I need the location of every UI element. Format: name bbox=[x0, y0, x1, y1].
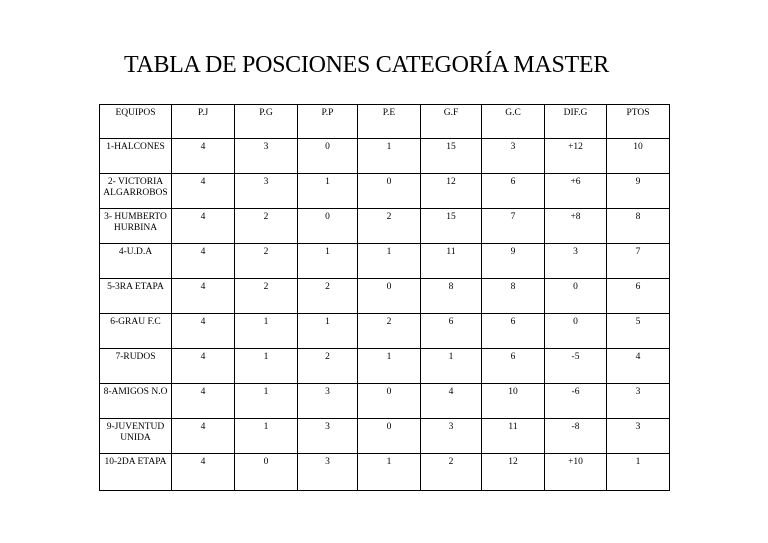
table-row bbox=[100, 209, 670, 244]
pj-cell: 4 bbox=[172, 314, 235, 349]
pp-cell: 0 bbox=[298, 209, 358, 244]
gc-cell: 6 bbox=[482, 174, 545, 209]
difg-cell: 0 bbox=[545, 314, 607, 349]
table-row bbox=[100, 174, 670, 209]
header-equipos: EQUIPOS bbox=[100, 105, 172, 139]
gc-cell: 7 bbox=[482, 209, 545, 244]
difg-cell: +10 bbox=[545, 454, 607, 491]
standings-table bbox=[99, 104, 670, 491]
ptos-cell: 3 bbox=[607, 384, 670, 419]
pp-cell: 1 bbox=[298, 244, 358, 279]
gc-cell: 10 bbox=[482, 384, 545, 419]
difg-cell: 0 bbox=[545, 279, 607, 314]
header-ptos: PTOS bbox=[607, 105, 670, 139]
difg-cell: +12 bbox=[545, 139, 607, 174]
pg-cell: 1 bbox=[235, 384, 298, 419]
team-cell: 3- HUMBERTO HURBINA bbox=[100, 209, 172, 244]
table-row bbox=[100, 349, 670, 384]
pg-cell: 0 bbox=[235, 454, 298, 491]
gf-cell: 15 bbox=[421, 139, 482, 174]
pp-cell: 3 bbox=[298, 384, 358, 419]
ptos-cell: 6 bbox=[607, 279, 670, 314]
team-cell: 1-HALCONES bbox=[100, 139, 172, 174]
difg-cell: -5 bbox=[545, 349, 607, 384]
gc-cell: 6 bbox=[482, 314, 545, 349]
gc-cell: 3 bbox=[482, 139, 545, 174]
pe-cell: 1 bbox=[358, 139, 421, 174]
pj-cell: 4 bbox=[172, 279, 235, 314]
ptos-cell: 9 bbox=[607, 174, 670, 209]
ptos-cell: 7 bbox=[607, 244, 670, 279]
team-cell: 8-AMIGOS N.O bbox=[100, 384, 172, 419]
pe-cell: 0 bbox=[358, 419, 421, 454]
pj-cell: 4 bbox=[172, 139, 235, 174]
pp-cell: 3 bbox=[298, 454, 358, 491]
ptos-cell: 10 bbox=[607, 139, 670, 174]
ptos-cell: 4 bbox=[607, 349, 670, 384]
header-pg: P.G bbox=[235, 105, 298, 139]
gf-cell: 3 bbox=[421, 419, 482, 454]
gc-cell: 9 bbox=[482, 244, 545, 279]
pe-cell: 1 bbox=[358, 244, 421, 279]
table-row bbox=[100, 314, 670, 349]
pj-cell: 4 bbox=[172, 349, 235, 384]
team-cell: 10-2DA ETAPA bbox=[100, 454, 172, 491]
difg-cell: -8 bbox=[545, 419, 607, 454]
pg-cell: 2 bbox=[235, 279, 298, 314]
pg-cell: 2 bbox=[235, 209, 298, 244]
gf-cell: 8 bbox=[421, 279, 482, 314]
gc-cell: 12 bbox=[482, 454, 545, 491]
header-gc: G.C bbox=[482, 105, 545, 139]
pj-cell: 4 bbox=[172, 384, 235, 419]
ptos-cell: 1 bbox=[607, 454, 670, 491]
gc-cell: 8 bbox=[482, 279, 545, 314]
table-row bbox=[100, 279, 670, 314]
ptos-cell: 5 bbox=[607, 314, 670, 349]
pj-cell: 4 bbox=[172, 454, 235, 491]
pp-cell: 1 bbox=[298, 314, 358, 349]
pj-cell: 4 bbox=[172, 244, 235, 279]
pp-cell: 2 bbox=[298, 349, 358, 384]
ptos-cell: 8 bbox=[607, 209, 670, 244]
pe-cell: 1 bbox=[358, 349, 421, 384]
difg-cell: +6 bbox=[545, 174, 607, 209]
header-pp: P.P bbox=[298, 105, 358, 139]
header-pe: P.E bbox=[358, 105, 421, 139]
pe-cell: 1 bbox=[358, 454, 421, 491]
table-row bbox=[100, 139, 670, 174]
difg-cell: 3 bbox=[545, 244, 607, 279]
header-gf: G.F bbox=[421, 105, 482, 139]
pp-cell: 2 bbox=[298, 279, 358, 314]
gf-cell: 4 bbox=[421, 384, 482, 419]
pj-cell: 4 bbox=[172, 174, 235, 209]
pe-cell: 2 bbox=[358, 209, 421, 244]
gf-cell: 12 bbox=[421, 174, 482, 209]
gc-cell: 6 bbox=[482, 349, 545, 384]
gf-cell: 11 bbox=[421, 244, 482, 279]
pg-cell: 3 bbox=[235, 139, 298, 174]
table-row bbox=[100, 384, 670, 419]
team-cell: 9-JUVENTUD UNIDA bbox=[100, 419, 172, 454]
table-header-row bbox=[100, 105, 670, 139]
pp-cell: 0 bbox=[298, 139, 358, 174]
pg-cell: 1 bbox=[235, 419, 298, 454]
team-cell: 6-GRAU F.C bbox=[100, 314, 172, 349]
page-title: TABLA DE POSCIONES CATEGORÍA MASTER bbox=[124, 52, 609, 78]
pj-cell: 4 bbox=[172, 209, 235, 244]
pg-cell: 2 bbox=[235, 244, 298, 279]
table-row bbox=[100, 244, 670, 279]
team-cell: 2- VICTORIA ALGARROBOS bbox=[100, 174, 172, 209]
team-cell: 7-RUDOS bbox=[100, 349, 172, 384]
gf-cell: 2 bbox=[421, 454, 482, 491]
team-cell: 5-3RA ETAPA bbox=[100, 279, 172, 314]
pg-cell: 1 bbox=[235, 349, 298, 384]
pp-cell: 1 bbox=[298, 174, 358, 209]
table-row bbox=[100, 419, 670, 454]
gf-cell: 15 bbox=[421, 209, 482, 244]
pe-cell: 0 bbox=[358, 384, 421, 419]
pg-cell: 3 bbox=[235, 174, 298, 209]
pe-cell: 0 bbox=[358, 279, 421, 314]
pp-cell: 3 bbox=[298, 419, 358, 454]
team-cell: 4-U.D.A bbox=[100, 244, 172, 279]
pe-cell: 2 bbox=[358, 314, 421, 349]
gf-cell: 1 bbox=[421, 349, 482, 384]
table-row bbox=[100, 454, 670, 491]
header-difg: DIF.G bbox=[545, 105, 607, 139]
difg-cell: -6 bbox=[545, 384, 607, 419]
gf-cell: 6 bbox=[421, 314, 482, 349]
pg-cell: 1 bbox=[235, 314, 298, 349]
difg-cell: +8 bbox=[545, 209, 607, 244]
pj-cell: 4 bbox=[172, 419, 235, 454]
pe-cell: 0 bbox=[358, 174, 421, 209]
header-pj: P.J bbox=[172, 105, 235, 139]
gc-cell: 11 bbox=[482, 419, 545, 454]
ptos-cell: 3 bbox=[607, 419, 670, 454]
